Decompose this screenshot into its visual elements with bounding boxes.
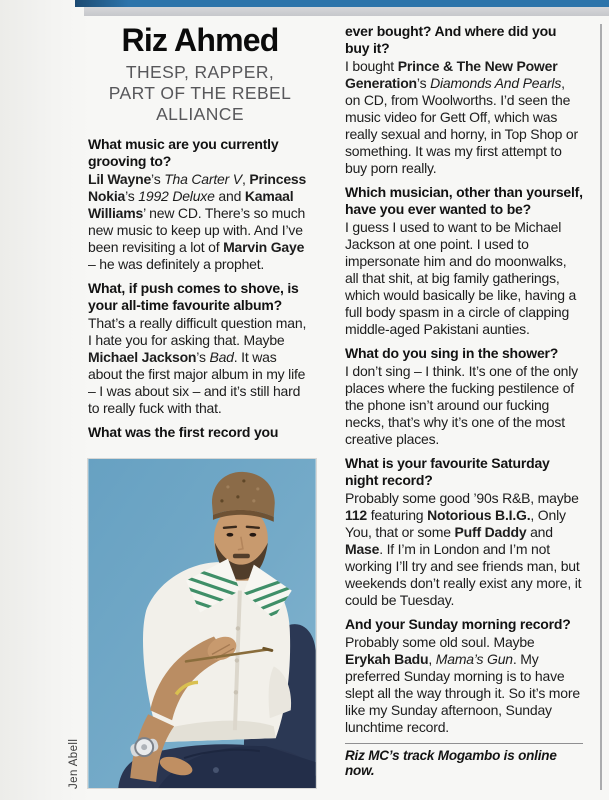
text-run: Mama’s Gun [435, 651, 513, 667]
text-run: What do you sing in the shower? [345, 345, 559, 361]
header-rule-gray [84, 7, 609, 16]
text-run: Notorious B.I.G. [427, 507, 531, 523]
answer-paragraph [345, 363, 583, 448]
text-run: I don’t sing – I think. It’s one of the only places where the fucking pestilence of the phone isn’t around our fucking necks, that’s why it’s one of the most creative places. [345, 363, 578, 447]
text-run: What, if push comes to shove, is your all-time favourite album? [88, 280, 299, 313]
subtitle-line: PART OF THE REBEL [108, 83, 292, 103]
shirt-button [235, 658, 239, 662]
text-run: Erykah Badu [345, 651, 429, 667]
header-rule-blue [75, 0, 609, 7]
text-run: Michael Jackson [88, 349, 197, 365]
text-run: I guess I used to want to be Michael Jackson at one point. I used to impersonate him and do moonwalks, all that shit, at big family gatherings, which would basically be like, having a full body spasm in a circle of clapping middle-aged Pakistani aunties. [345, 219, 577, 337]
text-run: Kamaal Williams [88, 188, 294, 221]
text-run: Mase [345, 541, 380, 557]
question-paragraph [345, 345, 583, 362]
text-run: Tha Carter V [164, 171, 242, 187]
text-run: ’s [151, 171, 165, 187]
shirt-button [236, 626, 240, 630]
text-run: , [241, 171, 250, 187]
text-run: and [526, 524, 553, 540]
text-run: , Only You, that or some [345, 507, 566, 540]
answer-paragraph [345, 634, 583, 736]
photo-credit: Jen Abell [68, 738, 80, 789]
text-run: ’ new CD. There’s so much new music to keep up with. And I’ve been revisiting a lot of [88, 205, 306, 255]
text-run: Diamonds And Pearls [430, 75, 562, 91]
text-run: , [428, 651, 436, 667]
text-run: ever bought? And where did you buy it? [345, 23, 557, 56]
footer-note: Riz MC’s track Mogambo is online now. [345, 743, 583, 778]
text-run: . My preferred Sunday morning is to have slept all the way through it. So it’s more like my Sunday afternoon, Sunday lunchtime record. [345, 651, 580, 735]
interview-right [345, 23, 583, 736]
text-run: Lil Wayne [88, 171, 152, 187]
question-paragraph [345, 455, 583, 489]
answer-paragraph [345, 490, 583, 609]
text-run: . It was about the first major album in my life – I was about six – and it’s still hard to really fuck with that. [88, 349, 306, 416]
subtitle-line: ALLIANCE [156, 104, 244, 124]
answer-paragraph [88, 315, 312, 417]
text-run: . If I’m in London and I’m not working I’ll try and see friends man, but weekends don’t really exist any more, it could be Tuesday. [345, 541, 582, 608]
text-run: What music are you currently grooving to? [88, 136, 279, 169]
text-run: What is your favourite Saturday night record? [345, 455, 550, 488]
text-run: Prince & The New Power Generation [345, 58, 558, 91]
question-paragraph [345, 184, 583, 218]
text-run: I bought [345, 58, 398, 74]
question-paragraph [345, 23, 583, 57]
text-run: That’s a really difficult question man, I hate you for asking that. Maybe [88, 315, 307, 348]
text-run: and [214, 188, 245, 204]
text-run: Probably some old soul. Maybe [345, 634, 535, 650]
question-paragraph [88, 280, 312, 314]
question-paragraph [88, 424, 312, 441]
text-run: 112 [345, 507, 367, 523]
text-run: What was the first record you [88, 424, 279, 440]
answer-paragraph [88, 171, 312, 273]
left-column [88, 22, 312, 442]
shirt-button [234, 690, 238, 694]
text-run: 1992 Deluxe [138, 188, 215, 204]
text-run: , on CD, from Woolworths. I’d seen the music video for Gett Off, which was really sexual and horny, in Top Shop or something. It was my first attempt to buy porn really. [345, 75, 578, 176]
riz-ahmed-photo-illustration [88, 459, 316, 788]
subtitle [88, 62, 312, 125]
question-paragraph [88, 136, 312, 170]
text-run: And your Sunday morning record? [345, 616, 571, 632]
page-edge-rule [600, 24, 602, 790]
answer-paragraph [345, 58, 583, 177]
text-run: Probably some good ’90s R&B, maybe [345, 490, 579, 506]
question-paragraph [345, 616, 583, 633]
interview-left [88, 136, 312, 441]
text-run: Which musician, other than yourself, have you ever wanted to be? [345, 184, 583, 217]
text-run: Puff Daddy [454, 524, 527, 540]
text-run: Princess Nokia [88, 171, 307, 204]
text-run: – he was definitely a prophet. [88, 256, 265, 272]
text-run: ’s [196, 349, 210, 365]
riz-ahmed-photo [88, 459, 316, 788]
answer-paragraph [345, 219, 583, 338]
text-run: featuring [367, 507, 428, 523]
text-run: Bad [209, 349, 234, 365]
page-title: Riz Ahmed [121, 22, 279, 58]
right-column [345, 23, 583, 778]
subtitle-line: THESP, RAPPER, [125, 62, 275, 82]
text-run: ’s [416, 75, 431, 91]
text-run: Marvin Gaye [223, 239, 305, 255]
text-run: ’s [125, 188, 139, 204]
